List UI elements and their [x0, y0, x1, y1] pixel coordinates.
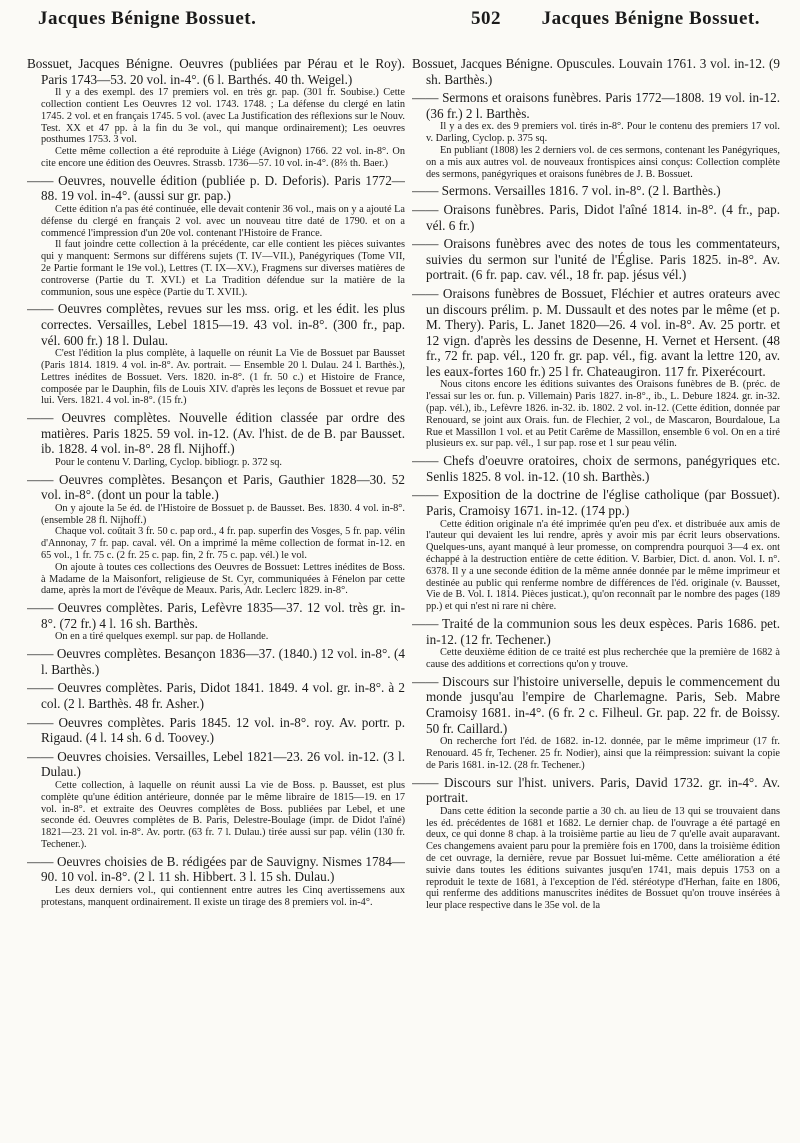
bibliography-entry	[27, 646, 405, 677]
entry-main-text: —— Oeuvres choisies de B. rédigées par de Sauvigny. Nismes 1784—90. 10 vol. in-8°. (2 l. 11 sh. Hibbert. 3 l. 15 sh. Dulau.)	[27, 853, 405, 885]
entry-main-text: —— Oeuvres complètes, revues sur les mss. orig. et les édit. les plus correctes. Versailles, Lebel 1815—19. 43 vol. in-8°. (300 fr., pap. vél. 600 fr.) 18 l. Dulau.	[27, 301, 405, 348]
entry-main-text: Bossuet, Jacques Bénigne. Oeuvres (publiées par Pérau et le Roy). Paris 1743—53. 20 vol. in-4°. (6 l. Barthés. 40 th. Weigel.)	[27, 56, 405, 87]
entry-note: Nous citons encore les éditions suivantes des Oraisons funèbres de B. (préc. de l'essai sur les or. fun. p. Villemain) Paris 1827. in-8°., ib., L. Debure 1824. gr. in-32. (pap. vél.), ib., Lefèvre 1826. in-32. ib. 1802. 2 vol. in-12. (Cette édition, donnée par Renouard, se joint aux Orais. fun. de Flechier, 2 vol., de Mascaron, Bourdaloue, La Rue et Massillon 1 vol. et au Petit Carême de Massillon, ensemble 6 vol. On en a tiré plusieurs ex. sur pap. vél., 1 sur pap. rose et 1 sur peau vélin.	[426, 379, 780, 450]
entry-note: Chaque vol. coûtait 3 fr. 50 c. pap ord., 4 fr. pap. superfin des Vosges, 5 fr. pap. vélin d'Annonay, 7 fr. pap. caval. vél. On a imprimé la même collection de format in-12. en 65 vol., 1 fr. 75 c. (2 fr. 25 c. pap. fin, 2 fr. 75 c. pap. vél.) le vol.	[41, 526, 405, 562]
entry-main-text: —— Sermons. Versailles 1816. 7 vol. in-8°. (2 l. Barthès.)	[412, 183, 721, 199]
header-left-title: Jacques Bénigne Bossuet.	[38, 8, 257, 29]
entry-note: Les deux derniers vol., qui contiennent entre autres les Cinq avertissemens aux protestans, manquent ordinairement. Il existe un tirage des 8 premiers vol. in-4°.	[41, 884, 405, 908]
entry-note: Cette édition originale n'a été imprimée qu'en peu d'ex. et distribuée aux amis de l'auteur qui devaient les lui rendre, après y avoir mis par écrit leurs observations. Quelques-uns, ayant manqué à leur promesse, on comprendra pourquoi 3—4 ex. ont échappé à la destruction entière de cette édition. V. Barbier, Dict. d. anon. Vol. I. n°. 6378. Il y a une seconde édition de la même année donnée par le même imprimeur et destinée au public qui renferme nombre de différences de l'éd. originale (v. Bausset, Vie de B. Vol. I. 1814. Pièces justicat.), qu'on reconnaît par le nombre des pages (189 pp.) et qui n'est ni rare ni chère.	[426, 518, 780, 613]
bibliography-entry	[412, 775, 780, 912]
entry-note: Cette même collection a été reproduite à Liége (Avignon) 1766. 22 vol. in-8°. On cite encore une édition des Oeuvres. Strassb. 1736—57. 10 vol. in-4°. (8⅔ th. Baer.)	[41, 146, 405, 169]
bibliography-entry	[27, 854, 405, 909]
bibliography-entry	[412, 286, 780, 450]
bibliography-entry	[412, 90, 780, 180]
entry-main-text: —— Oeuvres complètes. Paris, Lefèvre 1835—37. 12 vol. très gr. in-8°. (72 fr.) 4 l. 16 sh. Barthès.	[27, 600, 405, 631]
entry-main-text: —— Chefs d'oeuvre oratoires, choix de sermons, panégyriques etc. Senlis 1825. 8 vol. in-12. (10 sh. Barthès.)	[412, 453, 780, 484]
entry-note: On en a tiré quelques exempl. sur pap. de Hollande.	[55, 631, 269, 643]
entry-main-text: —— Exposition de la doctrine de l'église catholique (par Bossuet). Paris, Cramoisy 1671. in-12. (174 pp.)	[412, 487, 780, 519]
entry-main-text: —— Oraisons funèbres de Bossuet, Fléchier et autres orateurs avec un discours prélim. p. M. Dussault et des notes par le même (et p. M. Thery). Paris, L. Janet 1820—26. 4 vol. in-8°. Av. 25 portr. et 12 vign. d'après les dessins de Desenne, H. Vernet et Hersent. (48 fr., 72 fr. pap. vél., 120 fr. gr. pap. vél., fig. avant la lettre 120, av. les eaux-fortes 160 fr.) 25 l fr. Chateaugiron. 117 fr. Pixerécourt.	[412, 285, 780, 379]
page-number: 502	[471, 8, 501, 29]
entry-note: Il y a des ex. des 9 premiers vol. tirés in-8°. Pour le contenu des premiers 17 vol. v. Darling, Cyclop. p. 375 sq.	[426, 121, 780, 145]
entry-note: On ajoute à toutes ces collections des Oeuvres de Bossuet: Lettres inédites de Boss. à Madame de la Maisonfort, religieuse de St. Cyr, communiquées à Fénelon par cette dame, après la mort de l'évêque de Meaux. Paris, Adr. Leclerc 1829. in-8°.	[41, 561, 405, 597]
entry-note: On recherche fort l'éd. de 1682. in-12. donnée, par le même imprimeur (17 fr. Renouard. 45 fr, Techener. 25 fr. Nodier), ainsi que la réimpression: suivant la copie de Paris 1681. in-12. (28 fr. Techener.)	[426, 736, 780, 771]
entry-note: Cette deuxième édition de ce traité est plus recherchée que la première de 1682 à cause des additions et corrections qu'on y trouve.	[426, 647, 780, 670]
entry-note: Il y a des exempl. des 17 premiers vol. en très gr. pap. (301 fr. Soubise.) Cette collection contient Les Oeuvres 12 vol. 1743. 1748. ; La défense du clergé en latin 1745. 2 vol. et en français 1745. 5 vol. (avec La Justification des réflexions sur le Nouv. Test. XX et 47 pp. à la fin du 3e vol., qui manque ordinairement); Les oeuvres posthumes 1753. 3 vol.	[41, 87, 405, 146]
entry-note: En publiant (1808) les 2 derniers vol. de ces sermons, contenant les Panégyriques, on a mis aux autres vol. de nouveaux frontispices ainsi conçus: Collection complète des sermons, panégyriques et oraisons funèbres de J. B. Bossuet.	[426, 144, 780, 180]
bibliography-entry	[27, 56, 405, 170]
entry-main-text: —— Discours sur l'hist. univers. Paris, David 1732. gr. in-4°. Av. portrait.	[412, 774, 780, 806]
entry-main-text: —— Oeuvres choisies. Versailles, Lebel 1821—23. 26 vol. in-12. (3 l. Dulau.)	[27, 748, 405, 780]
entry-note: Dans cette édition la seconde partie a 30 ch. au lieu de 13 qui se trouvaient dans les éd. précédentes de 1681 et 1682. Le dernier chap. de l'ouvrage a été partagé en deux, ce qui donne 8 chap. à la troisième partie au lieu de 7 qu'elle avait auparavant. Ces changemens avaient paru pour la première fois en 1700, dans la troisième édition de cet ouvrage, la dernière, revue par Bossuet lui-même. Cette amélioration a été suivie dans toutes les éditions suivantes jusqu'en 1741, mais depuis 1753 on a reproduit le texte de 1681, à l'exception de l'éd. stéréotype d'Herhan, faite en 1806, qui renferme des additions manuscrites inédites de Bossuet qu'on trouve insérées à leur place respective dans le 35e vol. de la	[426, 805, 780, 912]
bibliography-entry	[27, 600, 405, 643]
entry-note: C'est l'édition la plus complète, à laquelle on réunit La Vie de Bossuet par Bausset (Paris 1814. 1819. 4 vol. in-8°. Av. portrait. — Ensemble 20 l. Dulau. 24 l. Barthès.), Lettres inédites de Bossuet. Vers. 1820. in-8°. (1 fr. 50 c.) et Histoire de France, composée par le Dauphin, fils de Louis XIV. d'après les leçons de Bossuet et revue par lui. Vers. 1821. 4 vol. in-8°. (15 fr.)	[41, 348, 405, 407]
entry-main-text: —— Sermons et oraisons funèbres. Paris 1772—1808. 19 vol. in-12. (36 fr.) 2 l. Barthès.	[412, 90, 780, 121]
bibliography-entry	[27, 173, 405, 299]
entry-note: Cette collection, à laquelle on réunit aussi La vie de Boss. p. Bausset, est plus complète qu'une édition antérieure, donnée par le même libraire de 1815—19. en 17 vol. in-8°. et extraite des Oeuvres complètes de Boss. publiées par Lebel, et une seconde éd. Oeuvres complètes de B. Paris, Delestre-Boulage (impr. de Didot l'aîné) 1821—23. 21 vol. in-8°. Av. portr. (63 fr. 7 l. Dulau.) tirée aussi sur pap. vélin (130 fr. Techener.).	[41, 779, 405, 850]
bibliography-entry	[27, 749, 405, 851]
entry-main-text: —— Oeuvres, nouvelle édition (publiée p. D. Deforis). Paris 1772—88. 19 vol. in-4°. (aussi sur gr. pap.)	[27, 172, 405, 204]
entry-main-text: —— Oeuvres complètes. Paris 1845. 12 vol. in-8°. roy. Av. portr. p. Rigaud. (4 l. 14 sh. 6 d. Toovey.)	[27, 714, 405, 746]
bibliography-entry	[27, 680, 405, 711]
entry-main-text: —— Oraisons funèbres. Paris, Didot l'aîné 1814. in-8°. (4 fr., pap. vél. 6 fr.)	[412, 201, 780, 233]
entry-note: Pour le contenu V. Darling, Cyclop. bibliogr. p. 372 sq.	[55, 456, 282, 468]
running-header	[0, 0, 800, 40]
bibliography-entry	[412, 674, 780, 772]
bibliography-entry	[27, 301, 405, 407]
bibliography-entry	[412, 202, 780, 233]
header-right-title: Jacques Bénigne Bossuet.	[541, 8, 760, 29]
entry-main-text: —— Oeuvres complètes. Paris, Didot 1841. 1849. 4 vol. gr. in-8°. à 2 col. (2 l. Barthès. 48 fr. Asher.)	[27, 680, 405, 711]
right-column	[412, 56, 780, 1139]
bibliography-entry	[412, 487, 780, 613]
bibliography-entry	[27, 472, 405, 598]
bibliography-entry	[412, 183, 780, 199]
entry-main-text: —— Oeuvres complètes. Besançon et Paris, Gauthier 1828—30. 52 vol. in-8°. (dont un pour la table.)	[27, 471, 405, 503]
bibliography-entry	[412, 56, 780, 87]
entry-main-text: —— Traité de la communion sous les deux espèces. Paris 1686. pet. in-12. (12 fr. Techener.)	[412, 616, 780, 647]
entry-main-text: —— Oeuvres complètes. Besançon 1836—37. (1840.) 12 vol. in-8°. (4 l. Barthès.)	[27, 646, 405, 677]
bibliography-entry	[27, 715, 405, 746]
entry-main-text: —— Oraisons funèbres avec des notes de tous les commentateurs, suivies du sermon sur l'unité de l'Église. Paris 1825. in-8°. Av. portrait. (6 fr. pap. cav. vél., 18 fr. pap. jésus vél.)	[412, 236, 780, 283]
entry-note: Cette édition n'a pas été continuée, elle devait contenir 36 vol., mais on y a ajouté La défense du clergé en français 2 vol. avec un nouveau titre daté de 1790. et on a commencé l'impression d'un 20e vol. contenant l'Histoire de France.	[41, 203, 405, 239]
entry-main-text: —— Oeuvres complètes. Nouvelle édition classée par ordre des matières. Paris 1825. 59 vol. in-12. (Av. l'hist. de de B. par Bausset. ib. 1828. 4 vol. in-8°. 28 fl. Nijhoff.)	[27, 410, 405, 457]
entry-main-text: Bossuet, Jacques Bénigne. Opuscules. Louvain 1761. 3 vol. in-12. (9 sh. Barthès.)	[412, 56, 780, 87]
bibliography-entry	[412, 236, 780, 283]
entry-note: Il faut joindre cette collection à la précédente, car elle contient les pièces suivantes qui y manquent: Sermons sur différens sujets (T. IV—VII.), Panégyriques (Tome VII, 2e Partie formant le 19e vol.), Lettres (T. IX—XV.), Fragmens sur diverses matières de controverse (Partie du T. XVI.) et La Tradition défendue sur la matière de la communion, sous une espèce (Partie du T. XVII.).	[41, 239, 405, 298]
entry-main-text: —— Discours sur l'histoire universelle, depuis le commencement du monde jusqu'au l'empire de Charlemagne. Paris, Seb. Mabre Cramoisy 1681. in-4°. (6 fr. 2 c. Filheul. Gr. pap. 22 fr. de Boissy. 50 fr. Caillard.)	[412, 673, 780, 736]
bibliography-entry	[412, 453, 780, 484]
bibliography-entry	[27, 410, 405, 469]
bibliography-entry	[412, 616, 780, 671]
left-column	[27, 56, 405, 1139]
entry-note: On y ajoute la 5e éd. de l'Histoire de Bossuet p. de Bausset. Bes. 1830. 4 vol. in-8°. (ensemble 28 fl. Nijhoff.)	[41, 502, 405, 526]
